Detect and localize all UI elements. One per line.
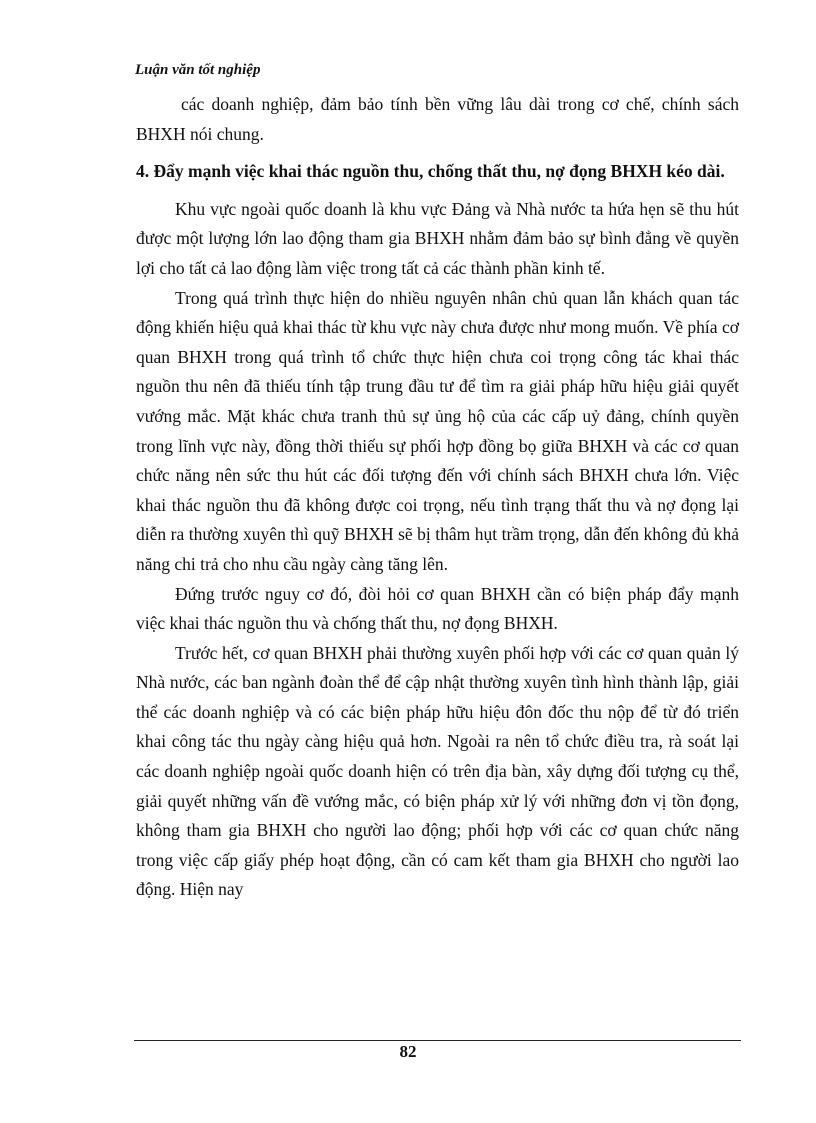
section-heading: 4. Đẩy mạnh việc khai thác nguồn thu, chống thất thu, nợ đọng BHXH kéo dài. [136, 161, 725, 182]
page-number: 82 [399, 1042, 417, 1061]
paragraph: Trước hết, cơ quan BHXH phải thường xuyên phối hợp với các cơ quan quản lý Nhà nước, các ban ngành đoàn thể để cập nhật thường xuyên tình hình thành lập, giải thể các doanh nghiệp và có các biện pháp hữu hiệu đôn đốc thu nộp để từ đó triển khai công tác thu ngày càng hiệu quả hơn. Ngoài ra nên tổ chức điều tra, rà soát lại các doanh nghiệp ngoài quốc doanh hiện có trên địa bàn, xây dựng đối tượng cụ thể, giải quyết những vấn đề vướng mắc, có biện pháp xử lý với những đơn vị tồn đọng, không tham gia BHXH cho người lao động; phối hợp với các cơ quan chức năng trong việc cấp giấy phép hoạt động, cần có cam kết tham gia BHXH cho người lao động. Hiện nay [136, 642, 739, 900]
footer-rule [134, 1040, 741, 1041]
running-header: Luận văn tốt nghiệp [135, 62, 261, 78]
body-text [136, 90, 739, 905]
paragraph: Trong quá trình thực hiện do nhiều nguyên nhân chủ quan lẫn khách quan tác động khiến hiệu quả khai thác từ khu vực này chưa được như mong muốn. Về phía cơ quan BHXH trong quá trình tổ chức thực hiện chưa coi trọng công tác khai thác nguồn thu nên đã thiếu tính tập trung đầu tư để tìm ra giải pháp hữu hiệu giải quyết vướng mắc. Mặt khác chưa tranh thủ sự ủng hộ của các cấp uỷ đảng, chính quyền trong lĩnh vực này, đồng thời thiếu sự phối hợp đồng bọ giữa BHXH và các cơ quan chức năng nên sức thu hút các đối tượng đến với chính sách BHXH chưa lớn. Việc khai thác nguồn thu đã không được coi trọng, nếu tình trạng thất thu và nợ đọng lại diễn ra thường xuyên thì quỹ BHXH sẽ bị thâm hụt trầm trọng, dẫn đến không đủ khả năng chi trả cho nhu cầu ngày càng tăng lên. [136, 287, 739, 574]
paragraph: Khu vực ngoài quốc doanh là khu vực Đảng và Nhà nước ta hứa hẹn sẽ thu hút được một lượng lớn lao động tham gia BHXH nhằm đảm bảo sự bình đẳng về quyền lợi cho tất cả lao động làm việc trong tất cả các thành phần kinh tế. [136, 198, 739, 278]
paragraph-continuation: các doanh nghiệp, đảm bảo tính bền vững lâu dài trong cơ chế, chính sách BHXH nói chung. [136, 94, 739, 144]
paragraph: Đứng trước nguy cơ đó, đòi hỏi cơ quan BHXH cần có biện pháp đẩy mạnh việc khai thác nguồn thu và chống thất thu, nợ đọng BHXH. [136, 583, 739, 634]
